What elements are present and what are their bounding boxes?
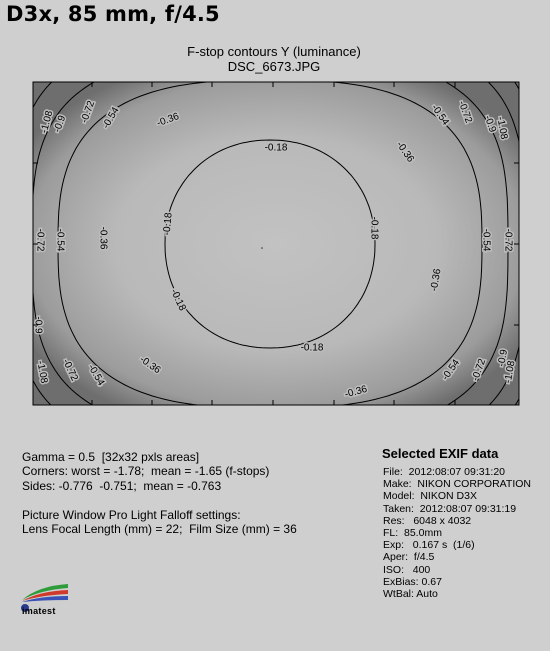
contour-label: -0.54: [440, 357, 463, 383]
contour-label: -0.72: [455, 99, 474, 125]
settings-text: Lens Focal Length (mm) = 22; Film Size (mm) = 36: [22, 522, 297, 536]
page-title: D3x, 85 mm, f/4.5: [6, 2, 220, 26]
contour-label: -0.54: [85, 362, 107, 388]
contour-label: -0.18: [368, 216, 380, 240]
contour-label: -1.08: [34, 359, 50, 385]
corners-text: Corners: worst = -1.78; mean = -1.65 (f-stops): [22, 464, 270, 478]
contour-label: -0.72: [470, 357, 489, 383]
contour-label: -0.18: [264, 142, 288, 154]
exif-row: ISO: 400: [383, 563, 431, 576]
contour-label: -0.36: [155, 111, 181, 130]
settings-title: Picture Window Pro Light Falloff settings:: [22, 508, 241, 522]
contour-label: -0.36: [137, 354, 163, 377]
contour-label: -0.72: [34, 228, 46, 252]
gamma-text: Gamma = 0.5 [32x32 pxls areas]: [22, 450, 200, 464]
sides-text: Sides: -0.776 -0.751; mean = -0.763: [22, 479, 222, 493]
contour-label: -1.08: [502, 359, 518, 385]
contour-label: -0.36: [343, 383, 369, 401]
contour-label: -0.72: [502, 228, 514, 252]
exif-row: File: 2012:08:07 09:31:20: [383, 466, 506, 478]
contour-label: -0.54: [100, 105, 122, 131]
exif-row: Res: 6048 x 4032: [383, 514, 472, 527]
contour-label: -0.54: [54, 228, 66, 252]
contour-label: -0.18: [161, 212, 175, 236]
center-marker: [261, 247, 263, 249]
chart-title: F-stop contours Y (luminance): [187, 44, 361, 59]
contour-label: -0.54: [480, 228, 492, 252]
exif-row: Model: NIKON D3X: [383, 490, 477, 503]
contour-label: -0.36: [428, 267, 444, 293]
contour-label: -1.08: [494, 115, 510, 141]
chart-subtitle: DSC_6673.JPG: [227, 59, 321, 74]
exif-row: ExBias: 0.67: [383, 575, 442, 588]
contour-label: -0.9: [52, 114, 69, 135]
contour-label: -0.72: [79, 99, 98, 125]
contour-label: -0.18: [300, 342, 324, 354]
contour-label: -0.54: [428, 102, 451, 128]
exif-row: WtBal: Auto: [383, 588, 438, 600]
exif-row: Taken: 2012:08:07 09:31:19: [383, 502, 517, 515]
exif-row: Exp: 0.167 s (1/6): [383, 539, 475, 552]
contour-label: -0.18: [168, 287, 188, 313]
exif-row: FL: 85.0mm: [383, 527, 442, 539]
exif-row: Make: NIKON CORPORATION: [383, 478, 531, 491]
contour-label: -0.36: [393, 139, 416, 165]
exif-row: Aper: f/4.5: [383, 551, 435, 564]
contour-label: -0.9: [496, 348, 511, 368]
contour-label: -0.36: [97, 226, 109, 250]
contour-label: -0.9: [481, 114, 498, 135]
contour-label: -0.9: [32, 316, 44, 334]
contour-label: -1.08: [38, 109, 56, 135]
logo-text: imatest: [22, 606, 56, 616]
exif-title: Selected EXIF data: [382, 446, 499, 461]
contour-label: -0.72: [60, 357, 80, 383]
